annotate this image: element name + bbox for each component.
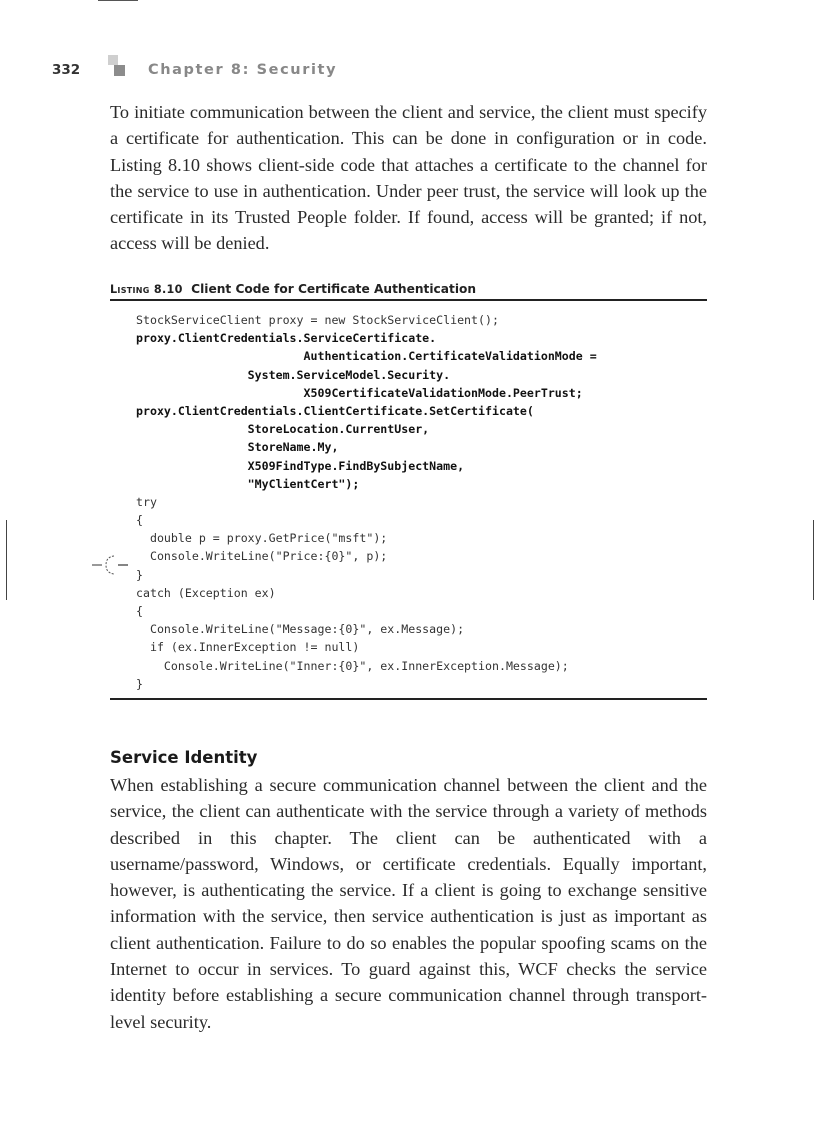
chapter-title: Chapter 8: Security [148, 62, 338, 78]
page-number: 332 [52, 62, 81, 78]
running-head [52, 60, 337, 80]
code-line: } [136, 567, 143, 582]
code-line: System.ServiceModel.Security. [136, 367, 451, 382]
code-listing [136, 311, 597, 693]
code-line: Console.WriteLine("Message:{0}", ex.Message); [136, 622, 465, 637]
top-rule [98, 0, 138, 1]
code-line: Authentication.CertificateValidationMode = [136, 349, 597, 364]
listing-title: Client Code for Certificate Authentication [191, 282, 477, 296]
code-line: { [136, 604, 143, 618]
code-line: StoreName.My, [136, 440, 339, 455]
listing-caption [110, 282, 706, 296]
left-margin-mark [6, 520, 7, 600]
code-line: Console.WriteLine("Inner:{0}", ex.InnerException.Message); [136, 658, 569, 673]
code-line: X509CertificateValidationMode.PeerTrust; [136, 385, 583, 400]
code-line: Console.WriteLine("Price:{0}", p); [136, 549, 388, 564]
section-heading: Service Identity [110, 748, 258, 767]
code-line: double p = proxy.GetPrice("msft"); [136, 531, 388, 546]
section-paragraph: When establishing a secure communication channel between the client and the service, the client can authenticate with the service through a variety of methods described in this chapter. The client can be authenticated with a username/password, Windows, or certificate credentials. Equally important, however, is authenticating the service. If a client is going to exchange sensitive information with the service, then service authentication is just as important as client authentication. Failure to do so enables the popular spoofing scams on the Internet to occur in services. To guard against this, WCF checks the service identity before establishing a secure communication channel through transport-level security. [110, 775, 707, 1032]
code-line: StockServiceClient proxy = new StockServiceClient(); [136, 313, 499, 327]
code-line: "MyClientCert"); [136, 476, 360, 491]
chapter-marker-icon [108, 61, 132, 79]
code-line: { [136, 513, 143, 528]
code-line: proxy.ClientCredentials.ClientCertificate.SetCertificate( [136, 403, 534, 418]
listing-bottom-rule [110, 698, 707, 700]
right-margin-mark [813, 520, 814, 600]
code-line: X509FindType.FindBySubjectName, [136, 458, 465, 473]
code-line: catch (Exception ex) [136, 585, 276, 600]
listing-label: Listing 8.10 [110, 283, 183, 296]
code-line: StoreLocation.CurrentUser, [136, 422, 430, 437]
listing-top-rule [110, 299, 707, 301]
code-line: try [136, 494, 157, 509]
code-line: proxy.ClientCredentials.ServiceCertificate. [136, 331, 437, 346]
code-line: } [136, 676, 143, 691]
intro-paragraph: To initiate communication between the client and service, the client must specify a certificate for authentication. This can be done in configuration or in code. Listing 8.10 shows client-side code that attaches a certificate to the channel for the service to use in authentication. Under peer trust, the service will look up the certificate in its Trusted People folder. If found, access will be granted; if not, access will be denied. [110, 102, 707, 254]
code-line: if (ex.InnerException != null) [136, 640, 360, 655]
callout-marker-icon [92, 552, 132, 578]
